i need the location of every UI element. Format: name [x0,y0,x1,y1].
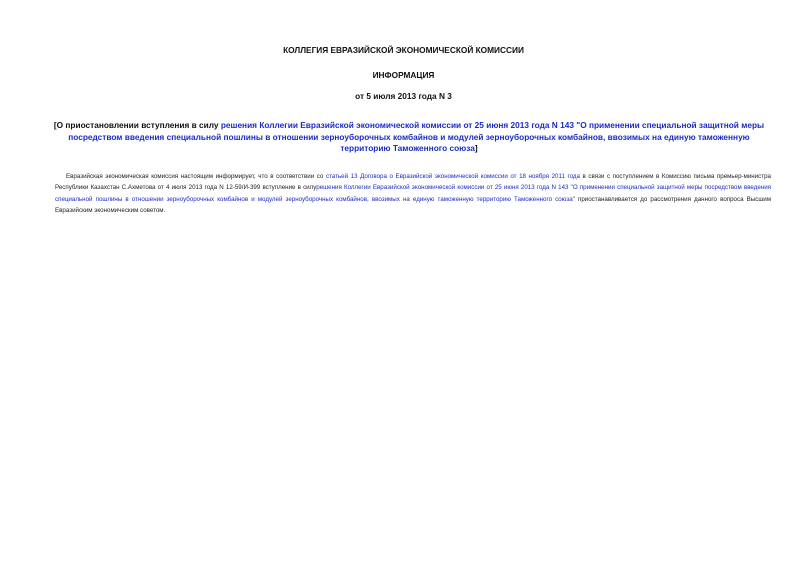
subject-decision-link[interactable]: решения Коллегии Евразийской экономической комиссии от 25 июня 2013 года N 143 "О применении специальной защитной меры посредством введения специальной пошлины в отношении зерноуборочных комбайнов и модулей зерноуборочных комбайнов, ввозимых на единую таможенную территорию Таможенного союза [68,120,765,154]
organization-title: КОЛЛЕГИЯ ЕВРАЗИЙСКОЙ ЭКОНОМИЧЕСКОЙ КОМИССИИ [283,45,524,55]
subject-close-bracket: ] [474,143,478,154]
document-type: ИНФОРМАЦИЯ [372,70,435,80]
document-date: от 5 июля 2013 года N 3 [355,91,452,101]
body-text-1: Евразийская экономическая комиссия настоящим информирует, что в соответствии со [66,173,326,180]
treaty-article-link[interactable]: статьей 13 Договора о Евразийской экономической комиссии от 18 ноября 2011 года [325,173,580,180]
body-text-3: " приостанавливается до рассмотрения данного вопроса Высшим Евразийским экономическим советом. [55,195,771,214]
body-text-2: в связи с поступлением в Комиссию письма премьер-министра Республики Казахстан С.Ахметова от 4 июля 2013 года N 12-59/И-399 вступление в силу [55,173,771,192]
subject-prefix: О приостановлении вступления в силу [56,120,221,130]
subject-open-bracket: [ [53,120,57,130]
body-paragraph [55,171,771,216]
document-subject [50,120,768,155]
decision-link[interactable]: решения Коллегии Евразийской экономической комиссии от 25 июня 2013 года N 143 "О применении специальной защитной меры посредством введения специальной пошлины в отношении зерноуборочных комбайнов и модулей зерноуборочных комбайнов, ввозимых на единую таможенную территорию Таможенного союза [55,184,771,203]
